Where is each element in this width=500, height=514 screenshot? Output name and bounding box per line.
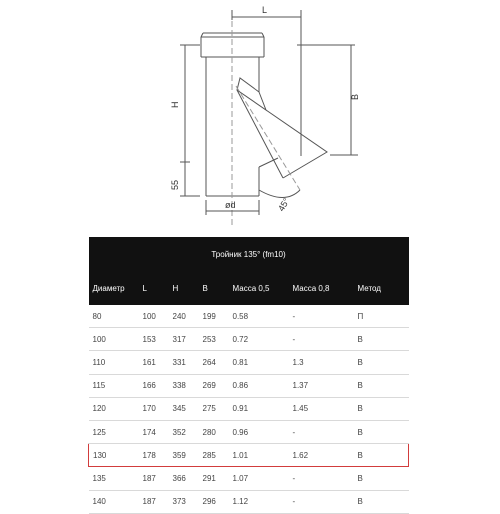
- col-header-mass-08: Масса 0,8: [289, 271, 354, 305]
- cell-B: 253: [199, 328, 229, 351]
- table-row: [89, 328, 409, 351]
- cell-mass-08: 1.3: [289, 351, 354, 374]
- table-row: [89, 397, 409, 420]
- tee-technical-drawing: [0, 0, 500, 235]
- cell-H: 366: [169, 467, 199, 490]
- cell-diameter: 100: [89, 328, 139, 351]
- cell-H: 345: [169, 397, 199, 420]
- table-row: [89, 420, 409, 443]
- cell-L: 187: [139, 467, 169, 490]
- cell-mass-05: 0.72: [229, 328, 289, 351]
- cell-method: В: [354, 351, 409, 374]
- cell-L: 166: [139, 374, 169, 397]
- cell-mass-08: -: [289, 420, 354, 443]
- cell-B: 280: [199, 420, 229, 443]
- dim-label-angle: 45°: [276, 196, 292, 213]
- cell-L: 153: [139, 328, 169, 351]
- cell-B: 296: [199, 490, 229, 513]
- col-header-L: L: [139, 271, 169, 305]
- col-header-B: B: [199, 271, 229, 305]
- cell-mass-08: -: [289, 305, 354, 328]
- cell-mass-05: 0.91: [229, 397, 289, 420]
- cell-diameter: 130: [89, 444, 139, 467]
- cell-method: В: [354, 374, 409, 397]
- cell-B: 291: [199, 467, 229, 490]
- cell-method: В: [354, 397, 409, 420]
- col-header-H: H: [169, 271, 199, 305]
- dim-label-55: 55: [170, 179, 180, 190]
- spec-table: [88, 237, 409, 514]
- cell-method: В: [354, 328, 409, 351]
- cell-H: 331: [169, 351, 199, 374]
- table-row: [89, 467, 409, 490]
- cell-method: П: [354, 305, 409, 328]
- dim-label-diameter: ød: [225, 200, 236, 210]
- table-row: [89, 351, 409, 374]
- cell-method: В: [354, 467, 409, 490]
- cell-B: 275: [199, 397, 229, 420]
- cell-mass-08: -: [289, 328, 354, 351]
- cell-mass-05: 0.81: [229, 351, 289, 374]
- col-header-mass-05: Масса 0,5: [229, 271, 289, 305]
- dim-label-B: B: [350, 93, 360, 100]
- cell-method: В: [354, 444, 409, 467]
- cell-B: 269: [199, 374, 229, 397]
- cell-mass-08: -: [289, 490, 354, 513]
- cell-H: 352: [169, 420, 199, 443]
- cell-L: 170: [139, 397, 169, 420]
- cell-mass-05: 1.12: [229, 490, 289, 513]
- cell-mass-08: 1.45: [289, 397, 354, 420]
- cell-mass-05: 0.96: [229, 420, 289, 443]
- cell-diameter: 80: [89, 305, 139, 328]
- branch-pipe-outline: [237, 78, 327, 178]
- cell-B: 285: [199, 444, 229, 467]
- col-header-method: Метод: [354, 271, 409, 305]
- cell-mass-08: 1.37: [289, 374, 354, 397]
- table-row-highlighted: [89, 444, 409, 467]
- dim-label-L: L: [262, 5, 268, 15]
- table-row: [89, 490, 409, 513]
- cell-L: 174: [139, 420, 169, 443]
- cell-H: 240: [169, 305, 199, 328]
- cell-mass-05: 0.58: [229, 305, 289, 328]
- cell-L: 187: [139, 490, 169, 513]
- cell-L: 161: [139, 351, 169, 374]
- cell-diameter: 110: [89, 351, 139, 374]
- cell-mass-05: 0.86: [229, 374, 289, 397]
- cell-mass-08: 1.62: [289, 444, 354, 467]
- cell-method: В: [354, 420, 409, 443]
- cell-method: В: [354, 490, 409, 513]
- cell-B: 264: [199, 351, 229, 374]
- cell-diameter: 125: [89, 420, 139, 443]
- cell-H: 338: [169, 374, 199, 397]
- cell-diameter: 140: [89, 490, 139, 513]
- cell-diameter: 120: [89, 397, 139, 420]
- table-title: Тройник 135° (fm10): [89, 237, 409, 271]
- table-row: [89, 305, 409, 328]
- cell-B: 199: [199, 305, 229, 328]
- cell-H: 359: [169, 444, 199, 467]
- cell-H: 373: [169, 490, 199, 513]
- cell-L: 100: [139, 305, 169, 328]
- cell-H: 317: [169, 328, 199, 351]
- cell-diameter: 135: [89, 467, 139, 490]
- table-row: [89, 374, 409, 397]
- cell-mass-05: 1.01: [229, 444, 289, 467]
- dim-label-H: H: [170, 101, 180, 108]
- col-header-diameter: Диаметр: [89, 271, 139, 305]
- cell-L: 178: [139, 444, 169, 467]
- cell-mass-08: -: [289, 467, 354, 490]
- cell-diameter: 115: [89, 374, 139, 397]
- cell-mass-05: 1.07: [229, 467, 289, 490]
